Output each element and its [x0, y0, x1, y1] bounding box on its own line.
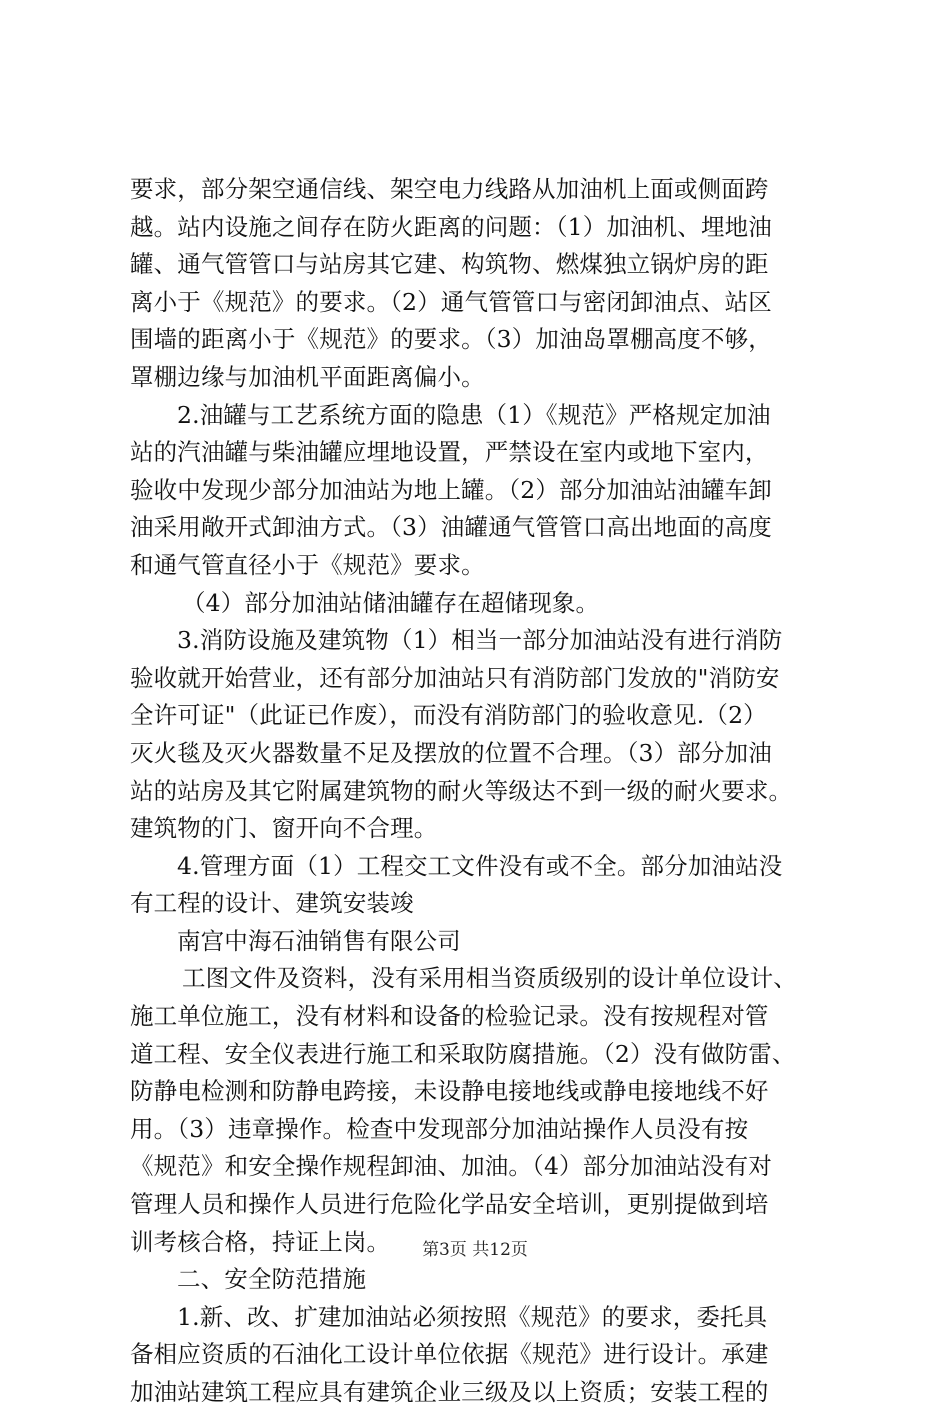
document-body: [130, 171, 830, 1412]
paragraph-start: 1.新、改、扩建加油站必须按照《规范》的要求，委托具: [177, 1302, 768, 1331]
text-line: 验收中发现少部分加油站为地上罐。（2）部分加油站油罐车卸: [130, 475, 772, 504]
section-heading: 二、安全防范措施: [177, 1265, 367, 1294]
text-line: 防静电检测和防静电跨接，未设静电接地线或静电接地线不好: [130, 1077, 769, 1106]
text-line: 站的站房及其它附属建筑物的耐火等级达不到一级的耐火要求。: [130, 776, 793, 805]
paragraph-start: 2.油罐与工艺系统方面的隐患（1）《规范》严格规定加油: [177, 400, 771, 429]
text-line: 罐、通气管管口与站房其它建、构筑物、燃煤独立锅炉房的距: [130, 250, 769, 279]
text-line: 要求，部分架空通信线、架空电力线路从加油机上面或侧面跨: [130, 175, 769, 203]
text-line: 油采用敞开式卸油方式。（3）油罐通气管管口高出地面的高度: [130, 513, 772, 542]
text-line: 有工程的设计、建筑安装竣: [130, 889, 414, 918]
text-line: 建筑物的门、窗开向不合理。: [130, 814, 438, 843]
text-line: 全许可证"（此证已作废），而没有消防部门的验收意见.（2）: [130, 701, 767, 730]
company-name-line: 南宫中海石油销售有限公司: [177, 926, 461, 955]
paragraph-start: 3.消防设施及建筑物（1）相当一部分加油站没有进行消防: [177, 626, 783, 655]
text-line: 训考核合格，持证上岗。: [130, 1227, 391, 1256]
text-line: 用。（3）违章操作。检查中发现部分加油站操作人员没有按: [130, 1114, 749, 1143]
text-line: 和通气管直径小于《规范》要求。: [130, 550, 485, 579]
text-line: 备相应资质的石油化工设计单位依据《规范》进行设计。承建: [130, 1340, 769, 1369]
paragraph-start: 4.管理方面（1）工程交工文件没有或不全。部分加油站没: [177, 851, 783, 880]
text-line: 加油站建筑工程应具有建筑企业三级及以上资质；安装工程的: [130, 1378, 769, 1406]
text-line: 站的汽油罐与柴油罐应埋地设置，严禁设在室内或地下室内，: [130, 438, 769, 467]
text-line: 管理人员和操作人员进行危险化学品安全培训，更别提做到培: [130, 1190, 769, 1219]
text-line: 越。站内设施之间存在防火距离的问题：（1）加油机、埋地油: [130, 212, 772, 241]
paragraph-start: （4）部分加油站储油罐存在超储现象。: [182, 588, 600, 617]
text-line: 道工程、安全仪表进行施工和采取防腐措施。（2）没有做防雷、: [130, 1039, 796, 1068]
text-line: 罩棚边缘与加油机平面距离偏小。: [130, 362, 485, 391]
paragraph-start: 工图文件及资料，没有采用相当资质级别的设计单位设计、: [182, 964, 797, 993]
text-line: 离小于《规范》的要求。（2）通气管管口与密闭卸油点、站区: [130, 287, 772, 316]
text-line: 灭火毯及灭火器数量不足及摆放的位置不合理。（3）部分加油: [130, 738, 772, 767]
text-line: 验收就开始营业，还有部分加油站只有消防部门发放的"消防安: [130, 663, 780, 692]
page-number-footer: 第3页 共12页: [422, 1240, 528, 1260]
text-line: 围墙的距离小于《规范》的要求。（3）加油岛罩棚高度不够，: [130, 325, 772, 354]
text-line: 《规范》和安全操作规程卸油、加油。（4）部分加油站没有对: [130, 1152, 772, 1181]
text-line: 施工单位施工，没有材料和设备的检验记录。没有按规程对管: [130, 1002, 769, 1031]
